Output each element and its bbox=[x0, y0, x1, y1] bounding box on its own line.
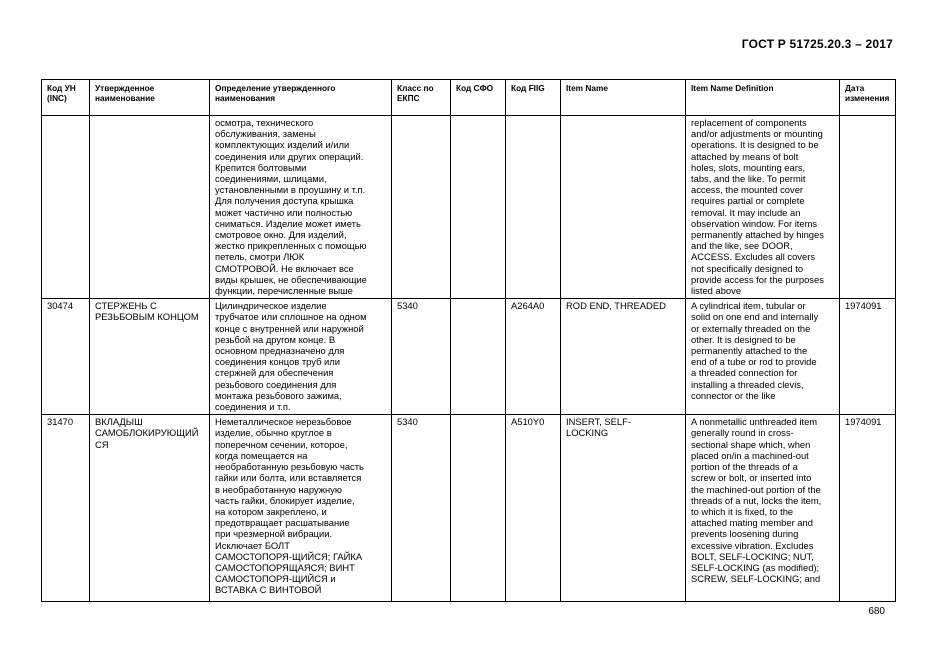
cell-item-name bbox=[561, 299, 686, 415]
text-line: end of a tube or rod to provide bbox=[691, 356, 817, 368]
text-line: listed above bbox=[691, 285, 742, 297]
column-header-approved-name: Утвержденное наименование bbox=[90, 80, 210, 116]
table-row bbox=[42, 415, 896, 602]
text-line: requires partial or complete bbox=[691, 195, 805, 207]
column-header-name-definition: Определение утвержденного наименования bbox=[210, 80, 392, 116]
cell-inc: 31470 bbox=[42, 415, 90, 602]
text-line: Неметаллическое нерезьбовое bbox=[215, 416, 352, 428]
text-line: Исключает БОЛТ bbox=[215, 539, 290, 551]
text-line: placed on/in a machined-out bbox=[691, 449, 809, 461]
text-line: and/or adjustments or mounting bbox=[691, 128, 823, 140]
text-line: Цилиндрическое изделие bbox=[215, 300, 327, 312]
text-line: prevents loosening during bbox=[691, 528, 799, 540]
cell-ekps-class: 5340 bbox=[392, 415, 451, 602]
text-line: на котором закреплено, и bbox=[215, 505, 327, 517]
column-header-sfo-code: Код СФО bbox=[451, 80, 506, 116]
text-line: tabs, and the like. To permit bbox=[691, 173, 806, 185]
text-line: A nonmetallic unthreaded item bbox=[691, 416, 818, 428]
text-line: a threaded connection for bbox=[691, 367, 798, 379]
text-line: holes, slots, mounting ears, bbox=[691, 161, 806, 173]
text-line: Для получения доступа крышка bbox=[215, 195, 354, 207]
text-line: сниматься. Изделие может иметь bbox=[215, 217, 361, 229]
text-line: СТЕРЖЕНЬ С bbox=[95, 300, 157, 312]
text-line: осмотра, технического bbox=[215, 117, 314, 128]
cell-change-date: 1974091 bbox=[840, 299, 896, 415]
text-line: permanently attached to the bbox=[691, 345, 808, 357]
text-line: ВКЛАДЫШ bbox=[95, 416, 143, 428]
text-line: петель, смотри ЛЮК bbox=[215, 251, 305, 263]
text-line: стержней для обеспечения bbox=[215, 367, 334, 379]
text-line: excessive vibration. Excludes bbox=[691, 539, 814, 551]
text-line: комплектующих изделий и/или bbox=[215, 139, 350, 151]
cell-inc: 30474 bbox=[42, 299, 90, 415]
column-header-item-name: Item Name bbox=[561, 80, 686, 116]
text-line: жестко прикрепленных с помощью bbox=[215, 240, 367, 252]
cell-change-date bbox=[840, 116, 896, 299]
cell-fiig-code: A510Y0 bbox=[506, 415, 561, 602]
cell-name-definition bbox=[210, 116, 392, 299]
cell-item-name bbox=[561, 116, 686, 299]
cell-item-name bbox=[561, 415, 686, 602]
cell-approved-name bbox=[90, 299, 210, 415]
cell-ekps-class: 5340 bbox=[392, 299, 451, 415]
text-line: access, the mounted cover bbox=[691, 184, 804, 196]
cell-inc bbox=[42, 116, 90, 299]
nomenclature-table bbox=[41, 79, 896, 602]
text-line: РЕЗЬБОВЫМ КОНЦОМ bbox=[95, 311, 199, 323]
cell-item-name-definition bbox=[686, 415, 840, 602]
text-line: BOLT, SELF-LOCKING; NUT, bbox=[691, 550, 814, 562]
text-line: САМОСТОПОРЯЩАЯСЯ; ВИНТ bbox=[215, 561, 355, 573]
cell-item-name-definition bbox=[686, 299, 840, 415]
text-line: generally round in cross- bbox=[691, 427, 794, 439]
text-line: монтажа резьбового зажима, bbox=[215, 389, 342, 401]
text-line: observation window. For items bbox=[691, 217, 818, 229]
text-line: в необработанную наружную bbox=[215, 483, 342, 495]
text-line: трубчатое или сплошное на одном bbox=[215, 311, 367, 323]
text-line: соединениями, шлицами, bbox=[215, 173, 327, 185]
text-line: LOCKING bbox=[566, 427, 609, 439]
table-row bbox=[42, 299, 896, 415]
text-line: САМОСТОПОРЯ-ЩИЙСЯ и bbox=[215, 573, 336, 585]
text-line: конце с внутренней или наружной bbox=[215, 322, 364, 334]
text-line: функции, перечисленные выше bbox=[215, 285, 353, 297]
text-line: соединения или других операций. bbox=[215, 150, 364, 162]
text-line: может частично или полностью bbox=[215, 206, 353, 218]
text-line: SELF-LOCKING (as modified); bbox=[691, 561, 820, 573]
text-line: обслуживания, замены bbox=[215, 128, 316, 140]
text-line: когда помещается на bbox=[215, 449, 308, 461]
cell-fiig-code: A264A0 bbox=[506, 299, 561, 415]
text-line: установленными в проушину и т.п. bbox=[215, 184, 366, 196]
column-header-ekps-class: Класс по ЕКПС bbox=[392, 80, 451, 116]
text-line: САМОСТОПОРЯ-ЩИЙСЯ; ГАЙКА bbox=[215, 550, 363, 562]
text-line: основном предназначено для bbox=[215, 345, 345, 357]
cell-name-definition bbox=[210, 299, 392, 415]
text-line: САМОБЛОКИРУЮЩИЙ bbox=[95, 427, 199, 439]
text-line: solid on one end and internally bbox=[691, 311, 819, 323]
text-line: изделие, обычно круглое в bbox=[215, 427, 332, 439]
table-header-row bbox=[42, 80, 896, 116]
text-line: installing a threaded clevis, bbox=[691, 378, 804, 390]
text-line: необработанную резьбовую часть bbox=[215, 461, 364, 473]
text-line: СМОТРОВОЙ. Не включает все bbox=[215, 262, 354, 274]
column-header-change-date: Дата изменения bbox=[840, 80, 896, 116]
text-line: резьбой на другом конце. В bbox=[215, 333, 336, 345]
text-line: to which it is fixed, to the bbox=[691, 505, 794, 517]
cell-sfo-code bbox=[451, 415, 506, 602]
cell-fiig-code bbox=[506, 116, 561, 299]
text-line: СЯ bbox=[95, 438, 109, 450]
text-line: sectional shape which, when bbox=[691, 438, 811, 450]
column-header-inc: Код УН (INC) bbox=[42, 80, 90, 116]
text-line: not specifically designed to bbox=[691, 262, 804, 274]
column-header-fiig-code: Код FIIG bbox=[506, 80, 561, 116]
text-line: attached by means of bolt bbox=[691, 150, 799, 162]
text-line: предотвращает расшатывание bbox=[215, 517, 350, 529]
text-line: threads of a nut, locks the item, bbox=[691, 494, 822, 506]
text-line: смотровое окно. Для изделий, bbox=[215, 229, 347, 241]
text-line: соединения концов труб или bbox=[215, 356, 340, 368]
cell-approved-name bbox=[90, 415, 210, 602]
text-line: or externally threaded on the bbox=[691, 322, 811, 334]
text-line: резьбового соединения для bbox=[215, 378, 337, 390]
page-number: 680 bbox=[868, 606, 885, 617]
cell-item-name-definition bbox=[686, 116, 840, 299]
text-line: screw or bolt, or inserted into bbox=[691, 472, 812, 484]
text-line: Крепится болтовыми bbox=[215, 161, 307, 173]
text-line: SCREW, SELF-LOCKING; and bbox=[691, 573, 821, 585]
text-line: INSERT, SELF- bbox=[566, 416, 631, 428]
cell-sfo-code bbox=[451, 299, 506, 415]
text-line: connector or the like bbox=[691, 389, 776, 401]
text-line: часть гайки, блокирует изделие, bbox=[215, 494, 355, 506]
text-line: the machined-out portion of the bbox=[691, 483, 821, 495]
text-line: operations. It is designed to be bbox=[691, 139, 819, 151]
table-row bbox=[42, 116, 896, 299]
cell-sfo-code bbox=[451, 116, 506, 299]
document-standard-number: ГОСТ Р 51725.20.3 – 2017 bbox=[741, 37, 893, 51]
text-line: ROD END, THREADED bbox=[566, 300, 666, 312]
cell-approved-name bbox=[90, 116, 210, 299]
text-line: replacement of components bbox=[691, 117, 807, 128]
text-line: поперечном сечении, которое, bbox=[215, 438, 348, 450]
column-header-item-name-definition: Item Name Definition bbox=[686, 80, 840, 116]
text-line: при чрезмерной вибрации. bbox=[215, 528, 333, 540]
text-line: portion of the threads of a bbox=[691, 461, 798, 473]
cell-change-date: 1974091 bbox=[840, 415, 896, 602]
text-line: ВСТАВКА С ВИНТОВОЙ bbox=[215, 584, 322, 596]
cell-ekps-class bbox=[392, 116, 451, 299]
text-line: permanently attached by hinges bbox=[691, 229, 824, 241]
cell-name-definition bbox=[210, 415, 392, 602]
text-line: ACCESS. Excludes all covers bbox=[691, 251, 816, 263]
text-line: гайки или болта, или вставляется bbox=[215, 472, 362, 484]
text-line: соединения и т.п. bbox=[215, 401, 291, 413]
text-line: provide access for the purposes bbox=[691, 273, 824, 285]
text-line: A cylindrical item, tubular or bbox=[691, 300, 806, 312]
text-line: and the like, see DOOR, bbox=[691, 240, 793, 252]
text-line: виды крышек, не обеспечивающие bbox=[215, 273, 367, 285]
text-line: other. It is designed to be bbox=[691, 333, 796, 345]
text-line: attached mating member and bbox=[691, 517, 813, 529]
text-line: removal. It may include an bbox=[691, 206, 801, 218]
